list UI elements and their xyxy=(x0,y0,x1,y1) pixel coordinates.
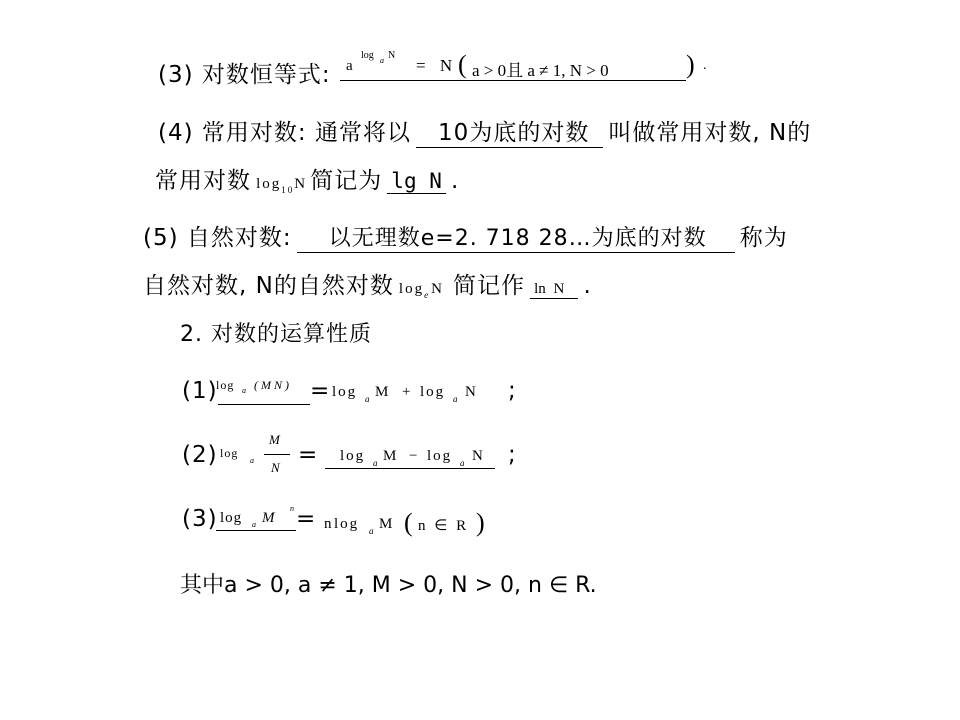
natural-log-line2b: 简记作 xyxy=(453,273,526,299)
quotient-rhs-arg2: N xyxy=(472,448,483,464)
quotient-rhs-log1: log xyxy=(340,448,366,464)
power-eq: = xyxy=(296,506,317,532)
common-log-line2b: 简记为 xyxy=(310,168,383,194)
quotient-minus: − xyxy=(409,448,418,464)
quotient-den: N xyxy=(271,460,280,475)
identity-open-paren: ( xyxy=(458,50,467,79)
quotient-end: ; xyxy=(508,442,517,468)
product-label: (1) xyxy=(182,378,218,404)
identity-condition: a > 0且 a ≠ 1, N > 0 xyxy=(472,61,609,80)
natural-log-answer: ln N xyxy=(530,281,578,299)
quotient-rhs-sub1: a xyxy=(373,458,378,468)
identity-base: a xyxy=(346,58,353,74)
natural-log-N: N xyxy=(431,281,442,297)
natural-log-end: . xyxy=(583,273,592,299)
common-log-N: N xyxy=(294,176,306,192)
common-log-blank: 10为底的对数 xyxy=(416,114,603,148)
quotient-rhs-arg1: M xyxy=(383,448,397,464)
power-rhs-arg: M xyxy=(379,516,393,532)
common-log-sub: 10 xyxy=(281,185,295,195)
common-log-row1 xyxy=(158,114,811,148)
natural-log-blank: 以无理数e=2. 718 28…为底的对数 xyxy=(297,221,735,253)
power-rhs-log: log xyxy=(334,516,360,532)
quotient-eq: = xyxy=(298,442,319,468)
identity-exponent-log: log xyxy=(361,50,374,61)
identity-rhs: = N xyxy=(416,56,453,75)
property-product xyxy=(182,378,542,414)
identity-exponent-N: N xyxy=(388,50,396,61)
natural-log-tail: 称为 xyxy=(739,225,788,251)
quotient-rhs-log2: log xyxy=(427,448,453,464)
conditions-line: 其中a > 0, a ≠ 1, M > 0, N > 0, n ∈ R. xyxy=(180,573,597,598)
product-rhs-arg2: N xyxy=(465,384,476,400)
common-log-row2 xyxy=(155,162,459,195)
power-lhs-sub: a xyxy=(252,520,256,529)
power-rhs-n: n xyxy=(324,516,332,532)
common-log-mid: 叫做常用对数, N的 xyxy=(608,120,812,146)
identity-end: . xyxy=(703,58,707,73)
natural-log-label: (5) 自然对数: xyxy=(143,225,292,251)
quotient-num: M xyxy=(269,432,280,447)
common-log-label: (4) 常用对数: 通常将以 xyxy=(158,120,411,146)
natural-log-sub: e xyxy=(424,290,429,300)
product-rhs-sub2: a xyxy=(453,394,458,404)
natural-log-row1 xyxy=(143,219,788,253)
quotient-lhs-log: log xyxy=(220,446,239,460)
product-plus: + xyxy=(402,384,411,400)
property-power xyxy=(182,502,542,542)
natural-log-line2a: 自然对数, N的自然对数 xyxy=(143,273,394,299)
power-label: (3) xyxy=(182,506,218,532)
common-log-answer: lg N xyxy=(387,169,446,194)
power-open-paren: ( xyxy=(404,508,413,537)
common-log-end: . xyxy=(450,168,460,194)
product-lhs-sub: a xyxy=(242,386,246,395)
section-title: 2. 对数的运算性质 xyxy=(180,322,372,347)
identity-exponent-sub: a xyxy=(380,56,384,65)
power-lhs-log: log xyxy=(220,510,243,526)
power-lhs-sup: n xyxy=(290,504,294,513)
product-rhs-log1: log xyxy=(332,384,358,400)
product-lhs-arg: ( M N ) xyxy=(254,378,289,392)
product-rhs-arg1: M xyxy=(375,384,389,400)
common-log-log: log xyxy=(256,176,282,192)
identity-close-paren: ) xyxy=(686,50,695,79)
power-rhs-cond: n ∈ R xyxy=(418,518,467,534)
common-log-line2a: 常用对数 xyxy=(155,168,251,194)
product-lhs-log: log xyxy=(216,378,235,392)
quotient-rhs-sub2: a xyxy=(460,458,465,468)
identity-label: (3) 对数恒等式: xyxy=(158,62,331,88)
power-lhs-arg: M xyxy=(262,510,275,526)
product-eq: = xyxy=(310,378,331,404)
quotient-label: (2) xyxy=(182,442,218,468)
product-rhs-log2: log xyxy=(420,384,446,400)
product-rhs-sub1: a xyxy=(365,394,370,404)
natural-log-log: log xyxy=(398,281,425,297)
power-rhs-sub: a xyxy=(369,526,374,536)
quotient-lhs-sub: a xyxy=(250,456,254,465)
property-quotient xyxy=(182,430,542,486)
product-end: ; xyxy=(508,378,517,404)
natural-log-row2 xyxy=(143,267,592,300)
power-close-paren: ) xyxy=(476,508,485,537)
quotient-fraction-bar xyxy=(264,454,290,455)
